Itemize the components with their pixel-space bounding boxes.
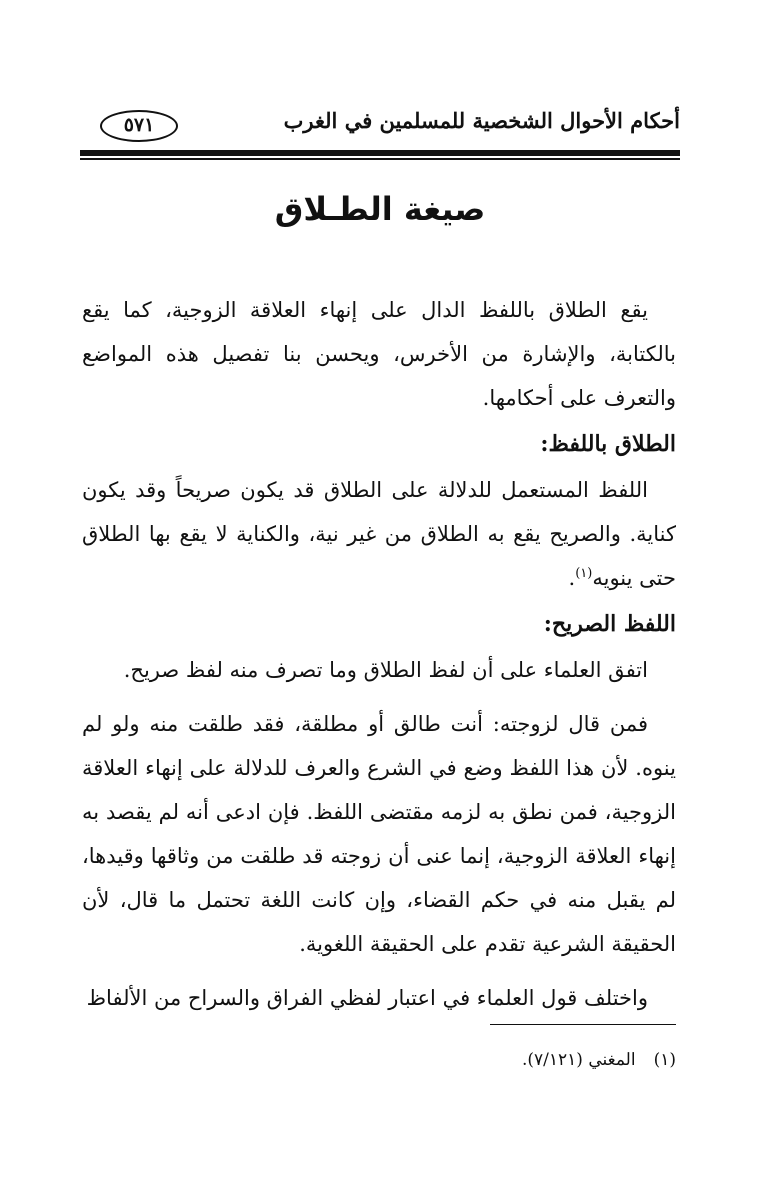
body-text <box>82 288 676 1020</box>
heading-lafz-sarih: اللفظ الصريح: <box>543 611 676 637</box>
footnote <box>82 1046 676 1074</box>
book-title: أحكام الأحوال الشخصية للمسلمين في الغرب <box>283 108 680 133</box>
heading-talaq-bil-lafz: الطلاق باللفظ: <box>540 431 676 457</box>
lafz-paragraph-text: اللفظ المستعمل للدلالة على الطلاق قد يكون صريحاً وقد يكون كناية. والصريح يقع به الطلاق من غير نية، والكناية لا يقع بها الطلاق حتى ينويه <box>82 478 676 590</box>
footnote-reference[interactable]: (١) <box>575 566 593 581</box>
running-header <box>80 96 680 152</box>
sarih-paragraph-2: فمن قال لزوجته: أنت طالق أو مطلقة، فقد طلقت منه ولو لم ينوه. لأن هذا اللفظ وضع في الشرع والعرف للدلالة على إنهاء العلاقة الزوجية، فمن نطق به لزمه مقتضى اللفظ. فإن ادعى أنه لم يقصد به إنهاء العلاقة الزوجية، إنما عنى أن زوجته قد طلقت من وثاقها وقيدها، لم يقبل منه في حكم القضاء، وإن كانت اللغة تحتمل ما قال، لأن الحقيقة الشرعية تقدم على الحقيقة اللغوية. <box>82 712 676 956</box>
footnote-separator <box>490 1024 676 1025</box>
page-number: ٥٧١ <box>100 110 178 142</box>
footnote-number: (١) <box>653 1050 676 1070</box>
footnote-text: المغني (٧/١٢١). <box>521 1050 636 1070</box>
sarih-paragraph-1: اتفق العلماء على أن لفظ الطلاق وما تصرف منه لفظ صريح. <box>123 658 648 682</box>
chapter-title: صيغة الطـلاق <box>274 190 486 228</box>
header-rule-thick <box>80 150 680 156</box>
sarih-paragraph-3: واختلف قول العلماء في اعتبار لفظي الفراق والسراح من الألفاظ <box>86 986 648 1010</box>
intro-paragraph: يقع الطلاق باللفظ الدال على إنهاء العلاقة الزوجية، كما يقع بالكتابة، والإشارة من الأخرس، ويحسن بنا تفصيل هذه المواضع والتعرف على أحكامها. <box>82 298 676 410</box>
header-rule-thin <box>80 158 680 160</box>
lafz-paragraph <box>82 468 676 600</box>
lafz-paragraph-end: . <box>568 566 576 590</box>
